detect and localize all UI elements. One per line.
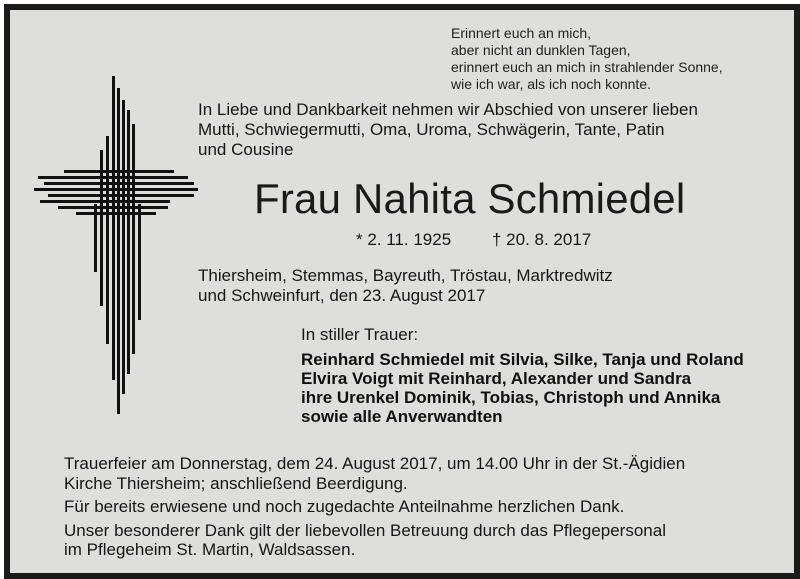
special-thanks-line: Unser besonderer Dank gilt der liebevollen Betreuung durch das Pflegepersonal bbox=[64, 520, 666, 540]
place-line: und Schweinfurt, den 23. August 2017 bbox=[198, 286, 486, 305]
mourner-line: Elvira Voigt mit Reinhard, Alexander und Sandra bbox=[301, 369, 692, 388]
farewell-line: Mutti, Schwiegermutti, Oma, Uroma, Schwägerin, Tante, Patin bbox=[198, 120, 665, 139]
poem-line: erinnert euch an mich in strahlender Sonne, bbox=[451, 59, 723, 75]
memorial-poem bbox=[451, 25, 723, 93]
place-and-date bbox=[198, 266, 613, 306]
birth-date: * 2. 11. 1925 bbox=[356, 230, 452, 249]
farewell-line: In Liebe und Dankbarkeit nehmen wir Abschied von unserer lieben bbox=[198, 100, 698, 119]
farewell-line: und Cousine bbox=[198, 140, 294, 159]
deceased-name: Frau Nahita Schmiedel bbox=[254, 175, 686, 222]
mourners-list bbox=[301, 350, 744, 426]
mourning-label: In stiller Trauer: bbox=[301, 325, 419, 344]
funeral-line: Trauerfeier am Donnerstag, dem 24. August 2017, um 14.00 Uhr in der St.-Ägidien bbox=[64, 454, 686, 473]
obituary-notice bbox=[4, 4, 800, 579]
poem-line: aber nicht an dunklen Tagen, bbox=[451, 42, 631, 58]
mourner-line: sowie alle Anverwandten bbox=[301, 407, 503, 426]
poem-line: wie ich war, als ich noch konnte. bbox=[451, 76, 651, 92]
mourner-line: Reinhard Schmiedel mit Silvia, Silke, Tanja und Roland bbox=[301, 350, 744, 369]
farewell-text bbox=[198, 100, 698, 160]
death-date: † 20. 8. 2017 bbox=[492, 230, 592, 249]
funeral-notes bbox=[64, 454, 685, 560]
cross-icon bbox=[34, 66, 198, 422]
mourner-line: ihre Urenkel Dominik, Tobias, Christoph und Annika bbox=[301, 388, 721, 407]
special-thanks-line: im Pflegeheim St. Martin, Waldsassen. bbox=[64, 540, 356, 559]
poem-line: Erinnert euch an mich, bbox=[451, 25, 592, 41]
funeral-line: Kirche Thiersheim; anschließend Beerdigung. bbox=[64, 473, 408, 493]
place-line: Thiersheim, Stemmas, Bayreuth, Tröstau, Marktredwitz bbox=[198, 266, 613, 285]
thanks-line: Für bereits erwiesene und noch zugedachte Anteilnahme herzlichen Dank. bbox=[64, 497, 625, 516]
